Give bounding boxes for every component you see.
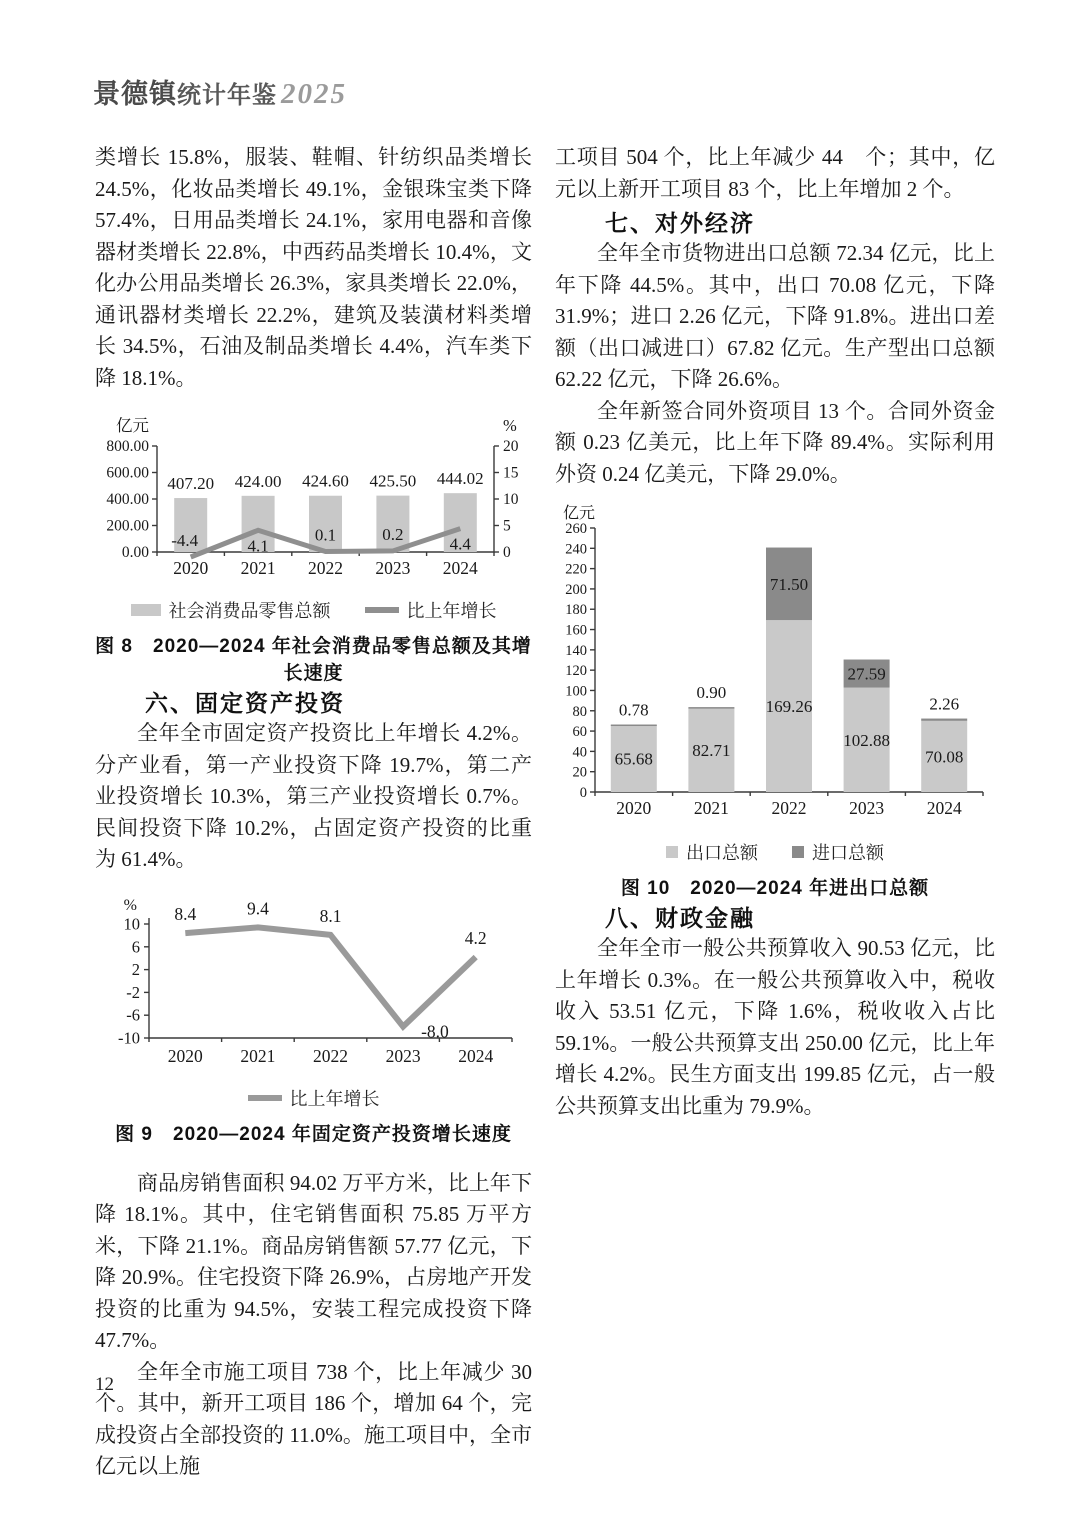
svg-text:2022: 2022 [313, 1045, 348, 1066]
svg-text:2.26: 2.26 [929, 694, 960, 714]
svg-text:10: 10 [123, 914, 140, 933]
yearbook-logo-title: 统计年鉴 [177, 82, 277, 109]
svg-text:-6: -6 [126, 1005, 140, 1025]
svg-text:5: 5 [503, 517, 511, 535]
svg-text:0: 0 [579, 785, 587, 801]
svg-text:70.08: 70.08 [925, 747, 964, 767]
fig8-chart [95, 416, 532, 595]
svg-text:2023: 2023 [375, 558, 411, 578]
svg-text:200: 200 [565, 581, 587, 598]
svg-text:240: 240 [565, 541, 587, 558]
legend-item [131, 597, 331, 623]
svg-text:65.68: 65.68 [614, 749, 653, 769]
fig10-plot [555, 504, 995, 832]
paragraph-import-export: 全年全市货物进出口总额 72.34 亿元，比上年下降 44.5%。其中，出口 70.08 亿元，下降 31.9%；进口 2.26 亿元，下降 91.8%。进出口差额（出口减进口）67.82 亿元。生产型出口总额 62.22 亿元，下降 26.6%。 [555, 241, 995, 391]
svg-text:260: 260 [565, 521, 587, 537]
fig10-caption: 图 10 2020—2024 年进出口总额 [620, 878, 930, 899]
paragraph-investment-overview: 全年全市固定资产投资比上年增长 4.2%。分产业看，第一产业投资下降 19.7%，第二产业投资增长 10.3%，第三产业投资增长 0.7%。民间投资下降 10.2%，占固定资产投资的比重为 61.4%。 [95, 721, 532, 871]
svg-text:40: 40 [572, 744, 587, 761]
svg-text:140: 140 [565, 642, 587, 659]
legend-line-swatch [365, 607, 399, 613]
svg-text:2020: 2020 [616, 798, 652, 818]
svg-text:424.60: 424.60 [302, 471, 349, 491]
svg-text:71.50: 71.50 [769, 574, 809, 594]
left-column [95, 142, 532, 1483]
svg-text:0.2: 0.2 [382, 524, 404, 544]
section-title-finance: 八、财政金融 [605, 905, 755, 931]
svg-text:60: 60 [572, 724, 587, 741]
svg-text:169.26: 169.26 [765, 697, 813, 717]
svg-text:27.59: 27.59 [847, 664, 886, 684]
svg-text:200.00: 200.00 [106, 517, 149, 535]
fig9-legend [95, 1085, 532, 1111]
svg-text:亿元: 亿元 [116, 416, 149, 435]
figure-8 [95, 416, 532, 685]
svg-text:4.2: 4.2 [464, 927, 487, 948]
legend-item [666, 839, 758, 865]
svg-text:4.4: 4.4 [449, 534, 471, 554]
svg-text:0.78: 0.78 [618, 700, 649, 720]
legend-label: 比上年增长 [289, 1088, 380, 1109]
svg-text:100: 100 [565, 683, 587, 700]
svg-text:-10: -10 [118, 1028, 140, 1047]
legend-item [792, 839, 884, 865]
section-title-fixed-asset-investment: 六、固定资产投资 [145, 690, 345, 716]
svg-text:8.1: 8.1 [319, 905, 342, 926]
svg-text:2022: 2022 [771, 798, 807, 818]
legend-item [365, 597, 497, 623]
svg-text:20: 20 [572, 764, 587, 781]
svg-text:120: 120 [565, 663, 587, 680]
fig10-legend [555, 839, 995, 865]
svg-text:-4.4: -4.4 [171, 531, 199, 550]
svg-text:2024: 2024 [458, 1045, 494, 1066]
svg-text:444.02: 444.02 [436, 469, 484, 489]
svg-text:600.00: 600.00 [106, 464, 149, 482]
fig8-plot [95, 416, 532, 590]
svg-text:407.20: 407.20 [167, 474, 215, 494]
paragraph-real-estate: 商品房销售面积 94.02 万平方米，比上年下降 18.1%。其中，住宅销售面积 75.85 万平方米，下降 21.1%。商品房销售额 57.77 亿元，下降 20.9%。住宅投资下降 26.9%，占房地产开发投资的比重为 94.5%，安装工程完成投资下降 47.7%。 [95, 1170, 532, 1352]
fig9-chart [95, 898, 532, 1083]
legend-square-swatch [792, 846, 804, 858]
svg-text:%: % [123, 897, 137, 914]
svg-text:6: 6 [131, 936, 140, 956]
legend-square-swatch [666, 846, 678, 858]
svg-text:4.1: 4.1 [247, 536, 269, 556]
fig8-legend [95, 597, 532, 623]
svg-text:0: 0 [503, 544, 511, 561]
fig9-caption: 图 9 2020—2024 年固定资产投资增长速度 [115, 1123, 512, 1145]
fig9-plot [95, 898, 532, 1078]
svg-text:2023: 2023 [849, 798, 885, 818]
legend-label: 比上年增长 [406, 601, 497, 621]
svg-text:424.00: 424.00 [234, 471, 282, 491]
right-column [555, 142, 995, 1122]
figure-9 [95, 898, 532, 1146]
svg-text:8.4: 8.4 [174, 903, 197, 924]
fig8-caption: 图 8 2020—2024 年社会消费品零售总额及其增长速度 [95, 636, 532, 684]
legend-item [248, 1085, 380, 1111]
svg-text:0.90: 0.90 [696, 683, 727, 703]
svg-text:20: 20 [503, 438, 519, 455]
paragraph-public-budget: 全年全市一般公共预算收入 90.53 亿元，比上年增长 0.3%。在一般公共预算收入中，税收收入 53.51 亿元，下降 1.6%，税收收入占比 59.1%。一般公共预算支出 250.00 亿元，比上年增长 4.2%。民生方面支出 199.85 亿元，占一般公共预算支出比重为 79.9%。 [555, 936, 995, 1118]
svg-text:2021: 2021 [693, 798, 729, 818]
paragraph-construction-continued: 工项目 504 个，比上年减少 44 个；其中，亿元以上新开工项目 83 个，比上年增加 2 个。 [555, 145, 995, 201]
svg-text:9.4: 9.4 [246, 897, 269, 918]
legend-line-swatch [248, 1095, 282, 1101]
svg-text:82.71: 82.71 [692, 741, 731, 761]
legend-bar-swatch [131, 604, 161, 616]
fig10-chart [555, 504, 995, 837]
svg-text:2020: 2020 [167, 1045, 203, 1066]
svg-text:10: 10 [503, 491, 519, 508]
legend-label: 进口总额 [812, 843, 884, 863]
svg-text:-2: -2 [126, 982, 140, 1002]
yearbook-logo-city: 景德镇 [93, 79, 177, 109]
svg-text:%: % [503, 416, 517, 435]
legend-label: 社会消费品零售总额 [168, 601, 331, 621]
svg-text:15: 15 [503, 464, 519, 482]
yearbook-logo-year: 2025 [281, 78, 347, 110]
paragraph-retail-categories: 类增长 15.8%，服装、鞋帽、针纺织品类增长 24.5%，化妆品类增长 49.1%，金银珠宝类下降 57.4%，日用品类增长 24.1%，家用电器和音像器材类增长 22.8%，中西药品类增长 10.4%，文化办公用品类增长 26.3%，家具类增长 22.0%，通讯器材类增长 22.2%，建筑及装潢材料类增长 34.5%，石油及制品类增长 4.4%，汽车类下降 18.1%。 [95, 145, 532, 390]
svg-text:2021: 2021 [240, 1045, 276, 1066]
legend-label: 出口总额 [686, 843, 758, 863]
svg-text:800.00: 800.00 [106, 438, 149, 455]
figure-10 [555, 504, 995, 900]
page-number: 12 [95, 1374, 114, 1395]
svg-text:2022: 2022 [308, 558, 343, 578]
svg-text:2021: 2021 [240, 558, 276, 578]
svg-text:0.1: 0.1 [314, 525, 337, 545]
svg-text:102.88: 102.88 [843, 730, 890, 750]
svg-text:-8.0: -8.0 [421, 1021, 449, 1042]
svg-text:2024: 2024 [926, 798, 962, 818]
svg-text:2023: 2023 [385, 1045, 421, 1066]
section-title-foreign-economy: 七、对外经济 [605, 210, 755, 236]
svg-text:220: 220 [565, 561, 587, 578]
svg-text:425.50: 425.50 [369, 471, 417, 491]
svg-text:180: 180 [565, 602, 587, 619]
paragraph-construction-projects: 全年全市施工项目 738 个，比上年减少 30 个。其中，新开工项目 186 个，增加 64 个，完成投资占全部投资的 11.0%。施工项目中，全市亿元以上施 [95, 1359, 532, 1478]
svg-text:2020: 2020 [173, 558, 209, 578]
svg-text:2024: 2024 [442, 558, 478, 578]
svg-text:2: 2 [131, 959, 140, 979]
paragraph-foreign-investment: 全年新签合同外资项目 13 个。合同外资金额 0.23 亿美元，比上年下降 89.4%。实际利用外资 0.24 亿美元，下降 29.0%。 [555, 398, 995, 486]
page-header [93, 72, 347, 111]
svg-text:80: 80 [572, 703, 587, 720]
svg-text:0.00: 0.00 [121, 544, 149, 561]
svg-text:160: 160 [565, 622, 587, 639]
svg-text:亿元: 亿元 [563, 505, 596, 522]
svg-text:400.00: 400.00 [106, 491, 149, 508]
